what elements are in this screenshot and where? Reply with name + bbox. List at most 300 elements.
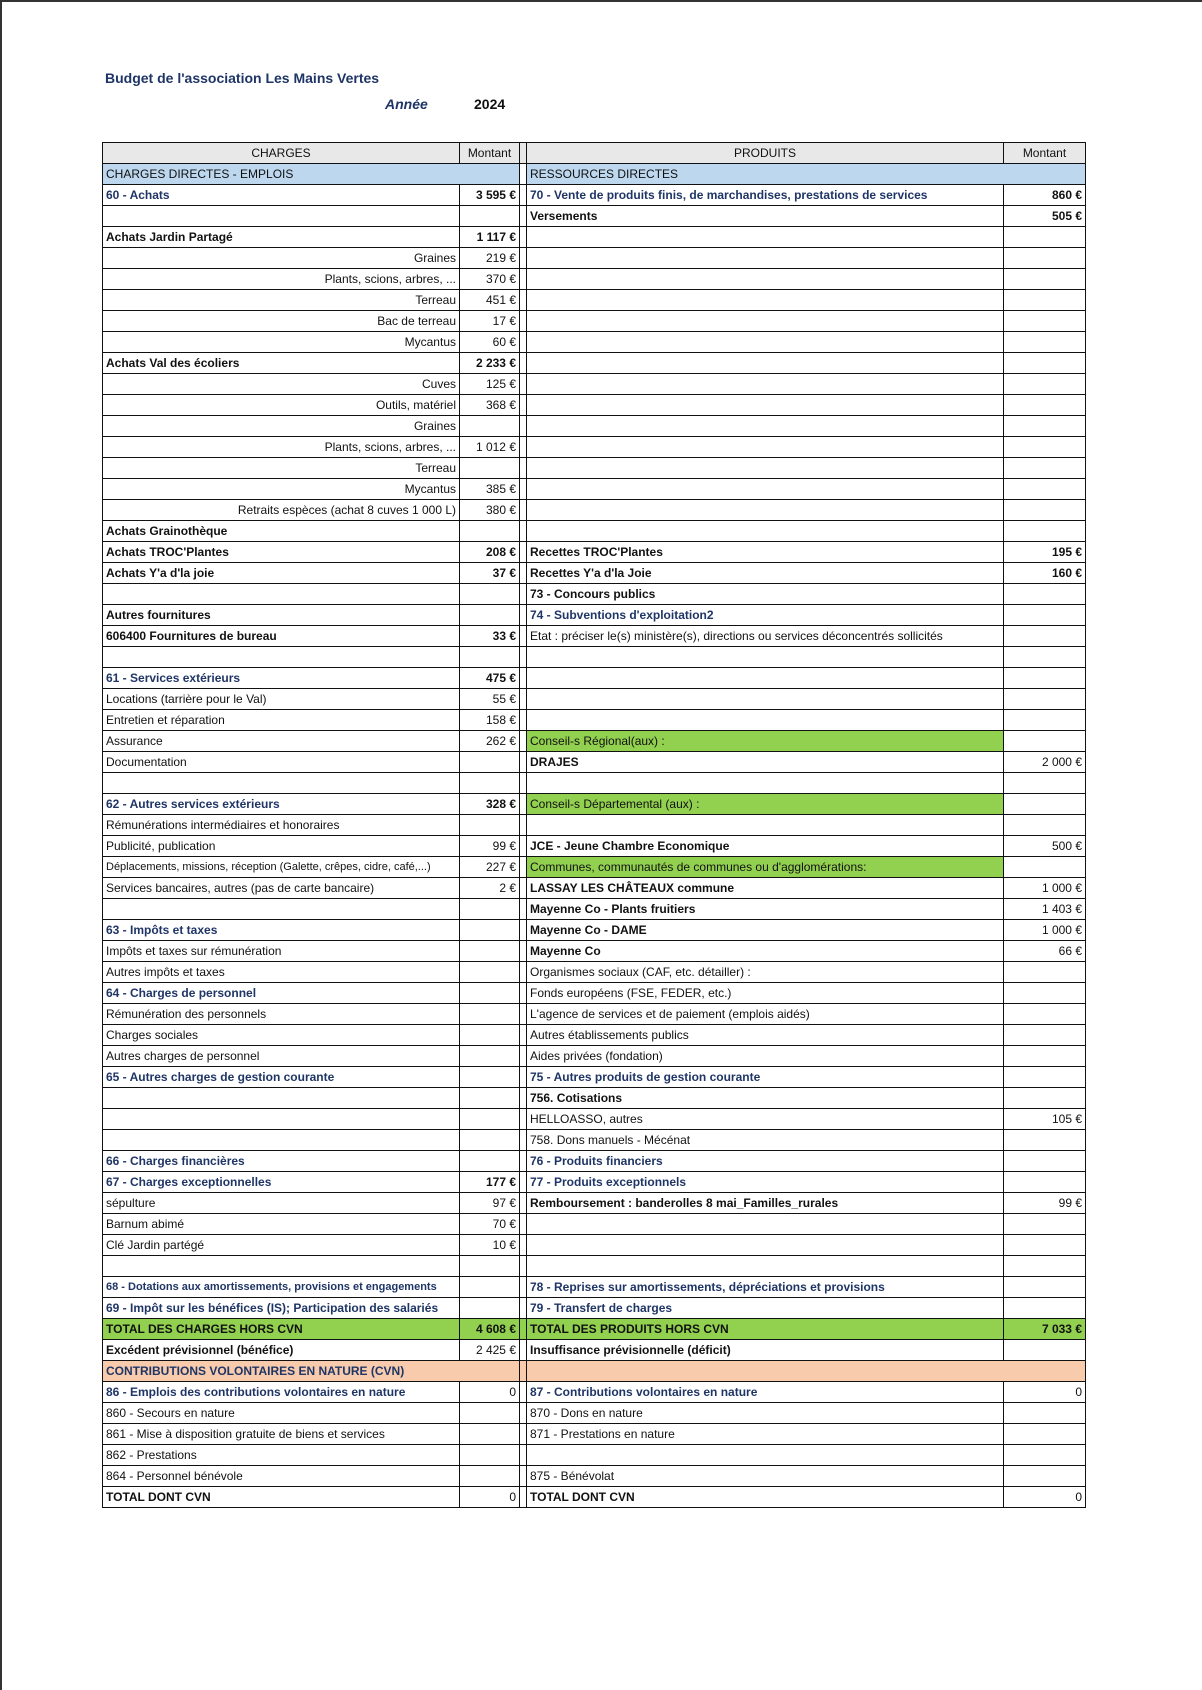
- produit-amount: [1004, 1424, 1086, 1445]
- charge-label: Charges sociales: [103, 1025, 460, 1046]
- charge-label: 63 - Impôts et taxes: [103, 920, 460, 941]
- table-row: [103, 752, 1086, 773]
- produit-amount: [1004, 1004, 1086, 1025]
- produit-amount: [1004, 290, 1086, 311]
- produit-label: TOTAL DES PRODUITS HORS CVN: [527, 1319, 1004, 1340]
- charge-label: Outils, matériel: [103, 395, 460, 416]
- charge-label: Services bancaires, autres (pas de carte bancaire): [103, 878, 460, 899]
- charge-amount: 55 €: [460, 689, 520, 710]
- table-row: [103, 500, 1086, 521]
- table-row: [103, 458, 1086, 479]
- table-row: [103, 416, 1086, 437]
- charge-label: Bac de terreau: [103, 311, 460, 332]
- table-row: [103, 605, 1086, 626]
- charge-label: [103, 584, 460, 605]
- produit-amount: [1004, 857, 1086, 878]
- table-row: [103, 437, 1086, 458]
- produit-amount: [1004, 437, 1086, 458]
- produit-label: Communes, communautés de communes ou d'agglomérations:: [527, 857, 1004, 878]
- produit-label: Mayenne Co: [527, 941, 1004, 962]
- charge-amount: [460, 605, 520, 626]
- charge-amount: 10 €: [460, 1235, 520, 1256]
- produit-amount: 0: [1004, 1487, 1086, 1508]
- charge-amount: 385 €: [460, 479, 520, 500]
- section-ressources-directes: RESSOURCES DIRECTES: [527, 164, 1086, 185]
- produit-amount: [1004, 689, 1086, 710]
- produit-label: [527, 248, 1004, 269]
- table-row: [103, 689, 1086, 710]
- produit-label: 73 - Concours publics: [527, 584, 1004, 605]
- charge-label: 66 - Charges financières: [103, 1151, 460, 1172]
- produit-label: DRAJES: [527, 752, 1004, 773]
- charge-amount: 3 595 €: [460, 185, 520, 206]
- charge-label: 862 - Prestations: [103, 1445, 460, 1466]
- produit-amount: 105 €: [1004, 1109, 1086, 1130]
- table-row: [103, 731, 1086, 752]
- produit-label: [527, 227, 1004, 248]
- produit-label: Mayenne Co - Plants fruitiers: [527, 899, 1004, 920]
- section-row: [103, 164, 1086, 185]
- produit-label: 875 - Bénévolat: [527, 1466, 1004, 1487]
- produit-label: Conseil-s Régional(aux) :: [527, 731, 1004, 752]
- produit-label: [527, 689, 1004, 710]
- charge-amount: 451 €: [460, 290, 520, 311]
- charge-label: sépulture: [103, 1193, 460, 1214]
- produit-amount: [1004, 794, 1086, 815]
- charge-label: Retraits espèces (achat 8 cuves 1 000 L): [103, 500, 460, 521]
- produit-amount: [1004, 815, 1086, 836]
- table-row: [103, 1214, 1086, 1235]
- table-row: [103, 185, 1086, 206]
- charge-amount: 0: [460, 1487, 520, 1508]
- produit-label: 756. Cotisations: [527, 1088, 1004, 1109]
- produit-label: 870 - Dons en nature: [527, 1403, 1004, 1424]
- produit-label: [527, 1445, 1004, 1466]
- table-row: [103, 206, 1086, 227]
- cvn-section-row: [103, 1361, 1086, 1382]
- produit-label: [527, 416, 1004, 437]
- produit-amount: 505 €: [1004, 206, 1086, 227]
- charge-label: Terreau: [103, 458, 460, 479]
- charge-label: Publicité, publication: [103, 836, 460, 857]
- charge-amount: 177 €: [460, 1172, 520, 1193]
- table-row: [103, 1382, 1086, 1403]
- charge-amount: [460, 920, 520, 941]
- charge-amount: 219 €: [460, 248, 520, 269]
- table-row: [103, 1067, 1086, 1088]
- charge-label: Cuves: [103, 374, 460, 395]
- produit-label: [527, 500, 1004, 521]
- charge-amount: [460, 1466, 520, 1487]
- charge-amount: [460, 1109, 520, 1130]
- charge-label: [103, 899, 460, 920]
- montant-header-left: Montant: [460, 143, 520, 164]
- charge-label: Plants, scions, arbres, ...: [103, 437, 460, 458]
- charge-amount: [460, 1025, 520, 1046]
- charge-label: Locations (tarrière pour le Val): [103, 689, 460, 710]
- charge-label: Achats Jardin Partagé: [103, 227, 460, 248]
- produit-label: Remboursement : banderolles 8 mai_Familles_rurales: [527, 1193, 1004, 1214]
- produit-label: Autres établissements publics: [527, 1025, 1004, 1046]
- produit-amount: [1004, 962, 1086, 983]
- produit-amount: 160 €: [1004, 563, 1086, 584]
- produit-amount: [1004, 1067, 1086, 1088]
- table-row: [103, 353, 1086, 374]
- charge-amount: 33 €: [460, 626, 520, 647]
- produit-amount: [1004, 227, 1086, 248]
- produit-amount: [1004, 1046, 1086, 1067]
- table-row: [103, 626, 1086, 647]
- charge-amount: 97 €: [460, 1193, 520, 1214]
- charge-label: [103, 1088, 460, 1109]
- produit-label: [527, 395, 1004, 416]
- produit-label: Organismes sociaux (CAF, etc. détailler) :: [527, 962, 1004, 983]
- charge-amount: [460, 752, 520, 773]
- charge-label: 65 - Autres charges de gestion courante: [103, 1067, 460, 1088]
- charge-label: TOTAL DONT CVN: [103, 1487, 460, 1508]
- charge-amount: 208 €: [460, 542, 520, 563]
- charge-amount: [460, 899, 520, 920]
- charge-label: 61 - Services extérieurs: [103, 668, 460, 689]
- year-label: Année: [385, 96, 428, 112]
- table-row: [103, 584, 1086, 605]
- produit-amount: [1004, 1172, 1086, 1193]
- charge-amount: [460, 1445, 520, 1466]
- produit-amount: 7 033 €: [1004, 1319, 1086, 1340]
- charge-amount: [460, 458, 520, 479]
- charge-label: Rémunérations intermédiaires et honoraires: [103, 815, 460, 836]
- charge-label: Barnum abimé: [103, 1214, 460, 1235]
- produit-amount: [1004, 458, 1086, 479]
- charge-amount: 0: [460, 1382, 520, 1403]
- produit-label: Insuffisance prévisionnelle (déficit): [527, 1340, 1004, 1361]
- charge-amount: 99 €: [460, 836, 520, 857]
- budget-table: [102, 142, 1086, 1508]
- produit-label: 758. Dons manuels - Mécénat: [527, 1130, 1004, 1151]
- charge-label: [103, 773, 460, 794]
- produit-amount: [1004, 1088, 1086, 1109]
- produit-amount: [1004, 269, 1086, 290]
- table-row: [103, 563, 1086, 584]
- charge-amount: [460, 1151, 520, 1172]
- table-row: [103, 1172, 1086, 1193]
- produit-amount: [1004, 395, 1086, 416]
- produit-label: 78 - Reprises sur amortissements, dépréciations et provisions: [527, 1277, 1004, 1298]
- produit-label: [527, 479, 1004, 500]
- charge-amount: [460, 1130, 520, 1151]
- table-row: [103, 269, 1086, 290]
- charge-label: Graines: [103, 416, 460, 437]
- table-row: [103, 311, 1086, 332]
- produit-label: Conseil-s Départemental (aux) :: [527, 794, 1004, 815]
- charge-label: Achats Val des écoliers: [103, 353, 460, 374]
- charge-amount: [460, 983, 520, 1004]
- charge-amount: [460, 1424, 520, 1445]
- charge-label: Rémunération des personnels: [103, 1004, 460, 1025]
- produit-amount: 66 €: [1004, 941, 1086, 962]
- produit-label: LASSAY LES CHÂTEAUX commune: [527, 878, 1004, 899]
- produit-label: Recettes Y'a d'la Joie: [527, 563, 1004, 584]
- charge-amount: [460, 206, 520, 227]
- produit-label: [527, 374, 1004, 395]
- produit-amount: 860 €: [1004, 185, 1086, 206]
- produit-amount: 500 €: [1004, 836, 1086, 857]
- produit-amount: 99 €: [1004, 1193, 1086, 1214]
- table-row: [103, 290, 1086, 311]
- produit-label: Aides privées (fondation): [527, 1046, 1004, 1067]
- charge-label: 60 - Achats: [103, 185, 460, 206]
- table-row: [103, 1298, 1086, 1319]
- charge-label: Achats Grainothèque: [103, 521, 460, 542]
- table-row: [103, 1277, 1086, 1298]
- produit-label: [527, 773, 1004, 794]
- charge-label: [103, 206, 460, 227]
- section-cvn: CONTRIBUTIONS VOLONTAIRES EN NATURE (CVN): [103, 1361, 520, 1382]
- produit-amount: 195 €: [1004, 542, 1086, 563]
- produit-amount: [1004, 311, 1086, 332]
- charge-label: 606400 Fournitures de bureau: [103, 626, 460, 647]
- produit-label: 87 - Contributions volontaires en nature: [527, 1382, 1004, 1403]
- charge-amount: 1 117 €: [460, 227, 520, 248]
- charge-amount: [460, 1256, 520, 1277]
- table-row: [103, 962, 1086, 983]
- produit-amount: [1004, 1256, 1086, 1277]
- charge-amount: 368 €: [460, 395, 520, 416]
- produit-label: Versements: [527, 206, 1004, 227]
- document-title: Budget de l'association Les Mains Vertes: [105, 70, 380, 86]
- produit-label: [527, 332, 1004, 353]
- charge-amount: [460, 416, 520, 437]
- charge-label: Mycantus: [103, 332, 460, 353]
- produits-header: PRODUITS: [527, 143, 1004, 164]
- table-row: [103, 815, 1086, 836]
- table-row: [103, 1256, 1086, 1277]
- produit-amount: [1004, 1445, 1086, 1466]
- charge-amount: [460, 1004, 520, 1025]
- charge-label: 62 - Autres services extérieurs: [103, 794, 460, 815]
- table-row: [103, 1403, 1086, 1424]
- produit-label: TOTAL DONT CVN: [527, 1487, 1004, 1508]
- produit-amount: [1004, 773, 1086, 794]
- table-row: [103, 1424, 1086, 1445]
- produit-label: Mayenne Co - DAME: [527, 920, 1004, 941]
- section-charges-directes: CHARGES DIRECTES - EMPLOIS: [103, 164, 520, 185]
- charge-label: Entretien et réparation: [103, 710, 460, 731]
- table-row: [103, 1004, 1086, 1025]
- produit-amount: [1004, 1298, 1086, 1319]
- produit-amount: [1004, 647, 1086, 668]
- charge-amount: 262 €: [460, 731, 520, 752]
- charge-label: 69 - Impôt sur les bénéfices (IS); Participation des salariés: [103, 1298, 460, 1319]
- produit-amount: [1004, 521, 1086, 542]
- charge-label: [103, 1256, 460, 1277]
- charge-label: Clé Jardin partégé: [103, 1235, 460, 1256]
- table-row: [103, 1235, 1086, 1256]
- charge-amount: [460, 815, 520, 836]
- produit-amount: [1004, 479, 1086, 500]
- table-row: [103, 332, 1086, 353]
- charge-label: [103, 1109, 460, 1130]
- table-row: [103, 1466, 1086, 1487]
- charge-amount: [460, 941, 520, 962]
- produit-label: [527, 458, 1004, 479]
- table-row: [103, 773, 1086, 794]
- charge-amount: 70 €: [460, 1214, 520, 1235]
- charge-label: 860 - Secours en nature: [103, 1403, 460, 1424]
- table-row: [103, 1046, 1086, 1067]
- table-row: [103, 857, 1086, 878]
- charge-label: [103, 1130, 460, 1151]
- table-row: [103, 920, 1086, 941]
- montant-header-right: Montant: [1004, 143, 1086, 164]
- produit-amount: [1004, 626, 1086, 647]
- charge-label: 67 - Charges exceptionnelles: [103, 1172, 460, 1193]
- produit-label: Etat : préciser le(s) ministère(s), directions ou services déconcentrés sollicités: [527, 626, 1004, 647]
- produit-amount: [1004, 374, 1086, 395]
- charge-label: Terreau: [103, 290, 460, 311]
- produit-amount: [1004, 416, 1086, 437]
- charge-label: Assurance: [103, 731, 460, 752]
- charge-amount: 37 €: [460, 563, 520, 584]
- charge-label: Excédent prévisionnel (bénéfice): [103, 1340, 460, 1361]
- produit-amount: [1004, 605, 1086, 626]
- charge-label: TOTAL DES CHARGES HORS CVN: [103, 1319, 460, 1340]
- produit-label: 70 - Vente de produits finis, de marchandises, prestations de services: [527, 185, 1004, 206]
- charge-amount: [460, 584, 520, 605]
- charge-label: 864 - Personnel bénévole: [103, 1466, 460, 1487]
- produit-amount: [1004, 248, 1086, 269]
- charge-amount: [460, 1088, 520, 1109]
- produit-label: [527, 269, 1004, 290]
- produit-label: [527, 1214, 1004, 1235]
- produit-amount: 1 403 €: [1004, 899, 1086, 920]
- year-value: 2024: [474, 96, 506, 112]
- charge-amount: [460, 1046, 520, 1067]
- produit-amount: [1004, 983, 1086, 1004]
- table-row: [103, 1319, 1086, 1340]
- produit-amount: [1004, 332, 1086, 353]
- charge-amount: 227 €: [460, 857, 520, 878]
- charges-header: CHARGES: [103, 143, 460, 164]
- produit-label: [527, 311, 1004, 332]
- charge-amount: 380 €: [460, 500, 520, 521]
- charge-label: 68 - Dotations aux amortissements, provisions et engagements: [103, 1277, 460, 1298]
- charge-label: Graines: [103, 248, 460, 269]
- produit-label: [527, 710, 1004, 731]
- cvn-filler: [527, 1361, 1086, 1382]
- charge-amount: 2 425 €: [460, 1340, 520, 1361]
- table-row: [103, 479, 1086, 500]
- produit-amount: [1004, 710, 1086, 731]
- table-row: [103, 1130, 1086, 1151]
- produit-amount: [1004, 1277, 1086, 1298]
- charge-label: [103, 647, 460, 668]
- table-row: [103, 1109, 1086, 1130]
- charge-amount: [460, 1067, 520, 1088]
- charge-amount: 370 €: [460, 269, 520, 290]
- charge-amount: 125 €: [460, 374, 520, 395]
- produit-label: [527, 1235, 1004, 1256]
- charge-label: Mycantus: [103, 479, 460, 500]
- produit-label: [527, 668, 1004, 689]
- charge-label: Autres charges de personnel: [103, 1046, 460, 1067]
- table-row: [103, 1151, 1086, 1172]
- produit-label: [527, 353, 1004, 374]
- table-row: [103, 983, 1086, 1004]
- table-row: [103, 1193, 1086, 1214]
- charge-amount: [460, 773, 520, 794]
- charge-amount: [460, 521, 520, 542]
- charge-amount: 60 €: [460, 332, 520, 353]
- produit-label: 75 - Autres produits de gestion courante: [527, 1067, 1004, 1088]
- charge-amount: 2 233 €: [460, 353, 520, 374]
- table-row: [103, 1445, 1086, 1466]
- charge-amount: 17 €: [460, 311, 520, 332]
- charge-label: 64 - Charges de personnel: [103, 983, 460, 1004]
- table-row: [103, 899, 1086, 920]
- table-row: [103, 374, 1086, 395]
- table-row: [103, 710, 1086, 731]
- produit-label: [527, 521, 1004, 542]
- produit-amount: [1004, 1214, 1086, 1235]
- charge-amount: [460, 1298, 520, 1319]
- charge-amount: [460, 962, 520, 983]
- produit-amount: [1004, 1340, 1086, 1361]
- produit-amount: 2 000 €: [1004, 752, 1086, 773]
- table-row: [103, 1025, 1086, 1046]
- table-row: [103, 1088, 1086, 1109]
- produit-amount: [1004, 668, 1086, 689]
- charge-amount: 4 608 €: [460, 1319, 520, 1340]
- produit-amount: [1004, 353, 1086, 374]
- produit-amount: [1004, 731, 1086, 752]
- produit-amount: [1004, 1466, 1086, 1487]
- charge-label: Autres impôts et taxes: [103, 962, 460, 983]
- produit-amount: [1004, 1151, 1086, 1172]
- charge-label: 86 - Emplois des contributions volontaires en nature: [103, 1382, 460, 1403]
- charge-label: 861 - Mise à disposition gratuite de biens et services: [103, 1424, 460, 1445]
- charge-label: Achats Y'a d'la joie: [103, 563, 460, 584]
- produit-label: [527, 647, 1004, 668]
- produit-amount: [1004, 584, 1086, 605]
- produit-amount: [1004, 1025, 1086, 1046]
- produit-label: 74 - Subventions d'exploitation2: [527, 605, 1004, 626]
- produit-amount: 1 000 €: [1004, 878, 1086, 899]
- charge-amount: 158 €: [460, 710, 520, 731]
- charge-label: Achats TROC'Plantes: [103, 542, 460, 563]
- table-row: [103, 1487, 1086, 1508]
- charge-amount: [460, 1277, 520, 1298]
- produit-label: 79 - Transfert de charges: [527, 1298, 1004, 1319]
- table-row: [103, 395, 1086, 416]
- table-row: [103, 521, 1086, 542]
- produit-label: L'agence de services et de paiement (emplois aidés): [527, 1004, 1004, 1025]
- charge-amount: [460, 647, 520, 668]
- produit-amount: [1004, 1235, 1086, 1256]
- produit-amount: 0: [1004, 1382, 1086, 1403]
- table-row: [103, 941, 1086, 962]
- produit-label: [527, 1256, 1004, 1277]
- produit-label: 77 - Produits exceptionnels: [527, 1172, 1004, 1193]
- charge-label: Plants, scions, arbres, ...: [103, 269, 460, 290]
- table-row: [103, 668, 1086, 689]
- table-row: [103, 227, 1086, 248]
- charge-label: Déplacements, missions, réception (Galette, crêpes, cidre, café,...): [103, 857, 460, 878]
- produit-label: 871 - Prestations en nature: [527, 1424, 1004, 1445]
- charge-amount: [460, 1403, 520, 1424]
- table-row: [103, 647, 1086, 668]
- produit-label: 76 - Produits financiers: [527, 1151, 1004, 1172]
